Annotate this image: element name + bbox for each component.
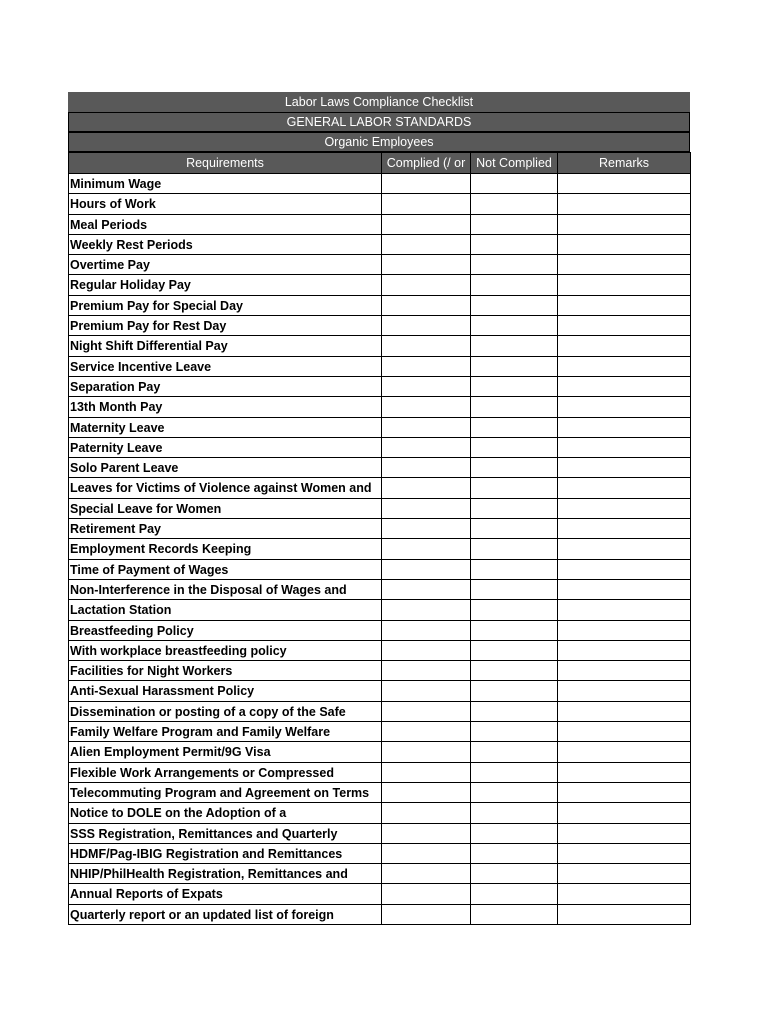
- requirement-cell: [69, 559, 382, 579]
- complied-cell[interactable]: [382, 579, 471, 599]
- requirement-label: Non-Interference in the Disposal of Wages and: [70, 582, 347, 597]
- complied-cell[interactable]: [382, 458, 471, 478]
- not-complied-cell[interactable]: [471, 681, 558, 701]
- not-complied-cell[interactable]: [471, 864, 558, 884]
- remarks-cell[interactable]: [558, 336, 691, 356]
- requirement-label: Notice to DOLE on the Adoption of a: [70, 806, 287, 821]
- requirement-label: Premium Pay for Rest Day: [70, 319, 227, 334]
- requirement-label: Dissemination or posting of a copy of the Safe: [70, 704, 346, 719]
- requirement-cell: [69, 519, 382, 539]
- requirement-label: Separation Pay: [70, 379, 161, 394]
- table-row: [69, 864, 691, 884]
- remarks-cell[interactable]: [558, 620, 691, 640]
- column-header-requirements: Requirements: [69, 153, 382, 174]
- not-complied-cell[interactable]: [471, 579, 558, 599]
- table-row: [69, 498, 691, 518]
- complied-cell[interactable]: [382, 722, 471, 742]
- requirement-cell: [69, 417, 382, 437]
- requirement-label: Night Shift Differential Pay: [70, 339, 228, 354]
- complied-cell[interactable]: [382, 275, 471, 295]
- table-row: [69, 356, 691, 376]
- requirement-cell: [69, 498, 382, 518]
- not-complied-cell[interactable]: [471, 498, 558, 518]
- complied-cell[interactable]: [382, 539, 471, 559]
- table-row: [69, 458, 691, 478]
- not-complied-cell[interactable]: [471, 904, 558, 924]
- requirement-label: Family Welfare Program and Family Welfare: [70, 725, 331, 740]
- requirement-label: Maternity Leave: [70, 420, 165, 435]
- complied-cell[interactable]: [382, 681, 471, 701]
- remarks-cell[interactable]: [558, 864, 691, 884]
- complied-cell[interactable]: [382, 519, 471, 539]
- not-complied-cell[interactable]: [471, 620, 558, 640]
- complied-cell[interactable]: [382, 620, 471, 640]
- requirement-cell: [69, 843, 382, 863]
- table-row: [69, 234, 691, 254]
- requirement-label: Hours of Work: [70, 197, 156, 212]
- requirement-cell: [69, 864, 382, 884]
- table-row: [69, 417, 691, 437]
- remarks-cell[interactable]: [558, 823, 691, 843]
- remarks-cell[interactable]: [558, 437, 691, 457]
- requirement-label: Service Incentive Leave: [70, 359, 212, 374]
- requirement-cell: [69, 255, 382, 275]
- table-row: [69, 194, 691, 214]
- requirement-label: Flexible Work Arrangements or Compressed: [70, 765, 334, 780]
- requirement-cell: [69, 397, 382, 417]
- requirement-label: Solo Parent Leave: [70, 461, 179, 476]
- requirement-cell: [69, 640, 382, 660]
- remarks-cell[interactable]: [558, 356, 691, 376]
- table-row: [69, 661, 691, 681]
- not-complied-cell[interactable]: [471, 316, 558, 336]
- requirement-cell: [69, 295, 382, 315]
- requirement-cell: [69, 194, 382, 214]
- remarks-cell[interactable]: [558, 255, 691, 275]
- complied-cell[interactable]: [382, 397, 471, 417]
- complied-cell[interactable]: [382, 214, 471, 234]
- complied-cell[interactable]: [382, 843, 471, 863]
- requirement-label: SSS Registration, Remittances and Quarterly: [70, 826, 338, 841]
- requirement-cell: [69, 904, 382, 924]
- not-complied-cell[interactable]: [471, 600, 558, 620]
- remarks-cell[interactable]: [558, 417, 691, 437]
- remarks-cell[interactable]: [558, 559, 691, 579]
- not-complied-cell[interactable]: [471, 823, 558, 843]
- complied-cell[interactable]: [382, 600, 471, 620]
- complied-cell[interactable]: [382, 295, 471, 315]
- table-row: [69, 397, 691, 417]
- not-complied-cell[interactable]: [471, 376, 558, 396]
- not-complied-cell[interactable]: [471, 295, 558, 315]
- requirement-label: Alien Employment Permit/9G Visa: [70, 745, 271, 760]
- table-row: [69, 376, 691, 396]
- requirement-cell: [69, 336, 382, 356]
- requirement-label: Overtime Pay: [70, 258, 150, 273]
- requirement-label: NHIP/PhilHealth Registration, Remittances and: [70, 867, 348, 882]
- requirement-cell: [69, 275, 382, 295]
- complied-cell[interactable]: [382, 762, 471, 782]
- remarks-cell[interactable]: [558, 843, 691, 863]
- requirement-label: Meal Periods: [70, 217, 148, 232]
- complied-cell[interactable]: [382, 782, 471, 802]
- not-complied-cell[interactable]: [471, 559, 558, 579]
- requirement-label: Retirement Pay: [70, 522, 162, 537]
- complied-cell[interactable]: [382, 478, 471, 498]
- requirement-cell: [69, 762, 382, 782]
- remarks-cell[interactable]: [558, 701, 691, 721]
- remarks-cell[interactable]: [558, 214, 691, 234]
- not-complied-cell[interactable]: [471, 519, 558, 539]
- remarks-cell[interactable]: [558, 376, 691, 396]
- table-row: [69, 823, 691, 843]
- complied-cell[interactable]: [382, 356, 471, 376]
- requirement-cell: [69, 376, 382, 396]
- requirement-label: Premium Pay for Special Day: [70, 298, 243, 313]
- table-header-row: [69, 153, 691, 174]
- remarks-cell[interactable]: [558, 600, 691, 620]
- remarks-cell[interactable]: [558, 681, 691, 701]
- remarks-cell[interactable]: [558, 519, 691, 539]
- remarks-cell[interactable]: [558, 194, 691, 214]
- not-complied-cell[interactable]: [471, 275, 558, 295]
- requirement-cell: [69, 478, 382, 498]
- not-complied-cell[interactable]: [471, 174, 558, 194]
- requirement-label: 13th Month Pay: [70, 400, 163, 415]
- requirement-cell: [69, 437, 382, 457]
- table-row: [69, 295, 691, 315]
- requirement-cell: [69, 620, 382, 640]
- requirement-cell: [69, 234, 382, 254]
- requirement-label: Telecommuting Program and Agreement on Terms: [70, 785, 370, 800]
- table-row: [69, 701, 691, 721]
- requirement-cell: [69, 701, 382, 721]
- complied-cell[interactable]: [382, 194, 471, 214]
- table-row: [69, 214, 691, 234]
- requirement-label: Facilities for Night Workers: [70, 664, 233, 679]
- requirement-cell: [69, 579, 382, 599]
- table-row: [69, 579, 691, 599]
- complied-cell[interactable]: [382, 437, 471, 457]
- checklist-sheet: [68, 92, 690, 925]
- requirement-label: Time of Payment of Wages: [70, 562, 229, 577]
- table-row: [69, 275, 691, 295]
- requirement-label: Weekly Rest Periods: [70, 237, 193, 252]
- not-complied-cell[interactable]: [471, 701, 558, 721]
- table-row: [69, 803, 691, 823]
- requirement-cell: [69, 782, 382, 802]
- not-complied-cell[interactable]: [471, 437, 558, 457]
- requirement-label: Minimum Wage: [70, 177, 162, 191]
- requirement-label: Regular Holiday Pay: [70, 278, 191, 293]
- complied-cell[interactable]: [382, 559, 471, 579]
- remarks-cell[interactable]: [558, 904, 691, 924]
- complied-cell[interactable]: [382, 336, 471, 356]
- not-complied-cell[interactable]: [471, 803, 558, 823]
- not-complied-cell[interactable]: [471, 539, 558, 559]
- requirement-label: Paternity Leave: [70, 440, 163, 455]
- table-row: [69, 722, 691, 742]
- not-complied-cell[interactable]: [471, 478, 558, 498]
- requirement-cell: [69, 458, 382, 478]
- requirement-label: Breastfeeding Policy: [70, 623, 194, 638]
- complied-cell[interactable]: [382, 742, 471, 762]
- not-complied-cell[interactable]: [471, 214, 558, 234]
- not-complied-cell[interactable]: [471, 194, 558, 214]
- table-row: [69, 620, 691, 640]
- requirement-label: Annual Reports of Expats: [70, 887, 223, 902]
- remarks-cell[interactable]: [558, 742, 691, 762]
- table-row: [69, 539, 691, 559]
- subsection-title: Organic Employees: [68, 132, 690, 152]
- remarks-cell[interactable]: [558, 397, 691, 417]
- remarks-cell[interactable]: [558, 722, 691, 742]
- requirement-label: Lactation Station: [70, 603, 172, 618]
- section-title: GENERAL LABOR STANDARDS: [68, 112, 690, 132]
- remarks-cell[interactable]: [558, 174, 691, 194]
- not-complied-cell[interactable]: [471, 782, 558, 802]
- requirement-cell: [69, 742, 382, 762]
- table-row: [69, 742, 691, 762]
- requirement-label: With workplace breastfeeding policy: [70, 643, 287, 658]
- remarks-cell[interactable]: [558, 579, 691, 599]
- requirement-cell: [69, 661, 382, 681]
- complied-cell[interactable]: [382, 661, 471, 681]
- remarks-cell[interactable]: [558, 478, 691, 498]
- table-row: [69, 884, 691, 904]
- table-row: [69, 904, 691, 924]
- requirement-cell: [69, 356, 382, 376]
- complied-cell[interactable]: [382, 316, 471, 336]
- complied-cell[interactable]: [382, 255, 471, 275]
- not-complied-cell[interactable]: [471, 843, 558, 863]
- complied-cell[interactable]: [382, 498, 471, 518]
- complied-cell[interactable]: [382, 640, 471, 660]
- column-header-complied: Complied (/ or: [382, 153, 471, 174]
- column-header-not-complied: Not Complied: [471, 153, 558, 174]
- not-complied-cell[interactable]: [471, 742, 558, 762]
- not-complied-cell[interactable]: [471, 722, 558, 742]
- requirement-label: HDMF/Pag-IBIG Registration and Remittances: [70, 846, 343, 861]
- table-row: [69, 255, 691, 275]
- not-complied-cell[interactable]: [471, 762, 558, 782]
- complied-cell[interactable]: [382, 803, 471, 823]
- not-complied-cell[interactable]: [471, 356, 558, 376]
- table-row: [69, 843, 691, 863]
- remarks-cell[interactable]: [558, 316, 691, 336]
- not-complied-cell[interactable]: [471, 234, 558, 254]
- complied-cell[interactable]: [382, 234, 471, 254]
- requirement-label: Anti-Sexual Harassment Policy: [70, 684, 255, 699]
- complied-cell[interactable]: [382, 884, 471, 904]
- remarks-cell[interactable]: [558, 640, 691, 660]
- table-row: [69, 600, 691, 620]
- requirement-label: Special Leave for Women: [70, 501, 222, 516]
- requirements-table: [68, 152, 691, 925]
- not-complied-cell[interactable]: [471, 417, 558, 437]
- remarks-cell[interactable]: [558, 782, 691, 802]
- requirement-cell: [69, 681, 382, 701]
- table-row: [69, 478, 691, 498]
- complied-cell[interactable]: [382, 904, 471, 924]
- requirement-cell: [69, 803, 382, 823]
- table-row: [69, 640, 691, 660]
- not-complied-cell[interactable]: [471, 661, 558, 681]
- remarks-cell[interactable]: [558, 762, 691, 782]
- table-row: [69, 762, 691, 782]
- remarks-cell[interactable]: [558, 539, 691, 559]
- remarks-cell[interactable]: [558, 295, 691, 315]
- table-row: [69, 559, 691, 579]
- table-row: [69, 316, 691, 336]
- complied-cell[interactable]: [382, 376, 471, 396]
- requirement-cell: [69, 316, 382, 336]
- not-complied-cell[interactable]: [471, 458, 558, 478]
- requirement-cell: [69, 823, 382, 843]
- requirement-label: Quarterly report or an updated list of foreign: [70, 907, 334, 922]
- requirement-cell: [69, 722, 382, 742]
- complied-cell[interactable]: [382, 701, 471, 721]
- requirement-cell: [69, 174, 382, 194]
- table-row: [69, 336, 691, 356]
- not-complied-cell[interactable]: [471, 336, 558, 356]
- column-header-remarks: Remarks: [558, 153, 691, 174]
- checklist-title: Labor Laws Compliance Checklist: [68, 92, 690, 112]
- requirement-label: Leaves for Victims of Violence against Women and: [70, 481, 372, 496]
- remarks-cell[interactable]: [558, 661, 691, 681]
- remarks-cell[interactable]: [558, 234, 691, 254]
- requirement-cell: [69, 539, 382, 559]
- remarks-cell[interactable]: [558, 498, 691, 518]
- complied-cell[interactable]: [382, 174, 471, 194]
- table-row: [69, 782, 691, 802]
- requirement-cell: [69, 884, 382, 904]
- table-row: [69, 174, 691, 194]
- complied-cell[interactable]: [382, 823, 471, 843]
- requirement-cell: [69, 600, 382, 620]
- remarks-cell[interactable]: [558, 803, 691, 823]
- complied-cell[interactable]: [382, 417, 471, 437]
- table-row: [69, 519, 691, 539]
- complied-cell[interactable]: [382, 864, 471, 884]
- requirement-cell: [69, 214, 382, 234]
- table-row: [69, 681, 691, 701]
- not-complied-cell[interactable]: [471, 397, 558, 417]
- not-complied-cell[interactable]: [471, 640, 558, 660]
- requirement-label: Employment Records Keeping: [70, 542, 252, 557]
- remarks-cell[interactable]: [558, 458, 691, 478]
- remarks-cell[interactable]: [558, 884, 691, 904]
- remarks-cell[interactable]: [558, 275, 691, 295]
- table-row: [69, 437, 691, 457]
- not-complied-cell[interactable]: [471, 884, 558, 904]
- not-complied-cell[interactable]: [471, 255, 558, 275]
